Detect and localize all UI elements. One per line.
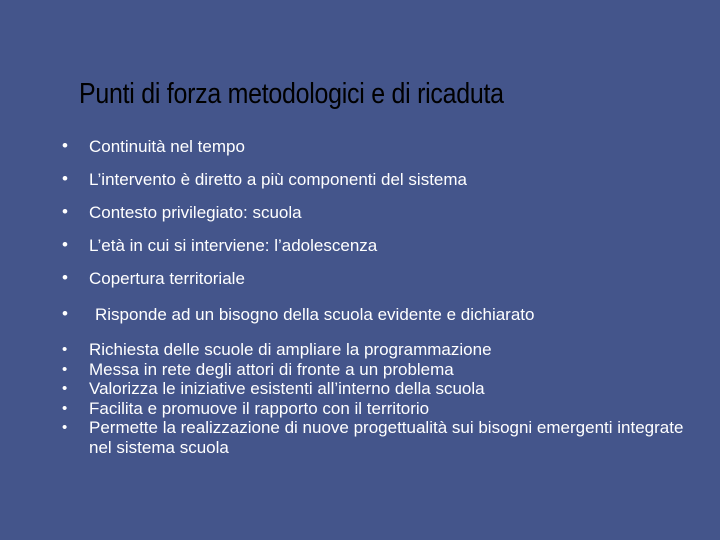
sub-bullet-list (62, 340, 702, 457)
bullet-icon: • (62, 380, 68, 397)
list-item-text: L’intervento è diretto a più componenti del sistema (89, 170, 468, 189)
list-item (62, 232, 702, 265)
list-item-text: Contesto privilegiato: scuola (89, 203, 302, 222)
bullet-icon: • (62, 341, 68, 358)
sub-list-item-text: Permette la realizzazione di nuove progettualità sui bisogni emergenti integrate nel sistema scuola (89, 418, 684, 457)
list-item-text: L’età in cui si interviene: l’adolescenza (89, 236, 378, 255)
bullet-icon: • (62, 419, 68, 436)
bullet-icon: • (62, 304, 68, 323)
list-item (62, 133, 702, 166)
list-item-text: Continuità nel tempo (89, 137, 245, 156)
list-item (62, 199, 702, 232)
main-bullet-list (62, 133, 702, 334)
sub-list-item (62, 399, 702, 419)
bullet-icon: • (62, 360, 68, 378)
list-item (62, 166, 702, 199)
sub-list-item (62, 360, 702, 380)
bullet-icon: • (62, 169, 68, 188)
list-item-text: Risponde ad un bisogno della scuola evidente e dichiarato (95, 305, 535, 324)
sub-list-item-text: Facilita e promuove il rapporto con il territorio (89, 398, 430, 418)
bullet-icon: • (62, 136, 68, 155)
sub-list-item (62, 418, 702, 457)
list-item (62, 301, 702, 334)
sub-list-item-text: Valorizza le iniziative esistenti all’interno della scuola (89, 379, 485, 398)
bullet-icon: • (62, 399, 68, 417)
bullet-icon: • (62, 268, 68, 287)
slide-title: Punti di forza metodologici e di ricaduta (79, 78, 504, 110)
sub-list-item (62, 340, 702, 360)
list-item (62, 265, 702, 298)
list-item-text: Copertura territoriale (89, 269, 245, 288)
bullet-icon: • (62, 202, 68, 221)
bullet-icon: • (62, 235, 68, 254)
sub-list-item-text: Messa in rete degli attori di fronte a un problema (89, 359, 454, 379)
sub-list-item-text: Richiesta delle scuole di ampliare la programmazione (89, 340, 492, 359)
sub-list-item (62, 379, 702, 399)
